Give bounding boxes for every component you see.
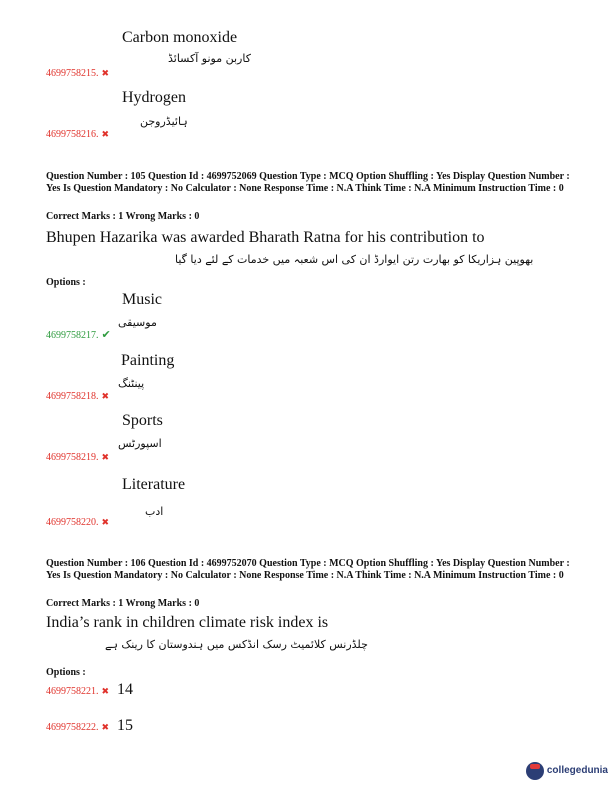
option-urdu: ہائیڈروجن: [140, 115, 188, 128]
option-id-row: [46, 124, 109, 142]
option-id: 4699758220.: [46, 517, 99, 528]
wrong-icon: ✖: [101, 518, 110, 528]
collegedunia-logo: [526, 762, 608, 780]
option-value: 14: [117, 681, 134, 698]
option-id-row: [46, 63, 109, 81]
wrong-icon: ✖: [101, 453, 110, 463]
option-id-row: [46, 386, 109, 404]
option-id: 4699758215.: [46, 68, 99, 79]
option-id: 4699758222.: [46, 722, 99, 733]
option-english: Sports: [122, 412, 163, 429]
question-meta: Question Number : 105 Question Id : 4699752069 Question Type : MCQ Option Shuffling : Yes Display Question Number : Yes Is Question Mandatory : No Calculator : None Response Time : N.A Think Time : N.A Minimum Instruction Time : 0: [46, 171, 570, 194]
logo-text-group: [547, 766, 608, 776]
option-id: 4699758216.: [46, 129, 99, 140]
question-text-english: India’s rank in children climate risk index is: [46, 614, 329, 631]
option-english: Hydrogen: [122, 89, 186, 106]
wrong-icon: ✖: [101, 392, 110, 402]
option-row: [46, 681, 133, 699]
question-text-urdu: بھوپین ہزاریکا کو بھارت رتن ایوارڈ ان کی اس شعبہ میں خدمات کے لئے دیا گیا: [175, 253, 534, 266]
logo-text: collegedunia: [546, 765, 608, 776]
wrong-icon: ✖: [101, 130, 110, 140]
options-label: Options :: [46, 667, 86, 678]
options-label: Options :: [46, 277, 86, 288]
option-value: 15: [117, 717, 134, 734]
check-icon: ✔: [101, 328, 111, 341]
option-urdu: ادب: [145, 505, 164, 518]
wrong-icon: ✖: [101, 687, 110, 697]
option-id: 4699758218.: [46, 391, 99, 402]
question-meta: Question Number : 106 Question Id : 4699752070 Question Type : MCQ Option Shuffling : Yes Display Question Number : Yes Is Question Mandatory : No Calculator : None Response Time : N.A Think Time : N.A Minimum Instruction Time : 0: [46, 558, 570, 581]
question-marks: Correct Marks : 1 Wrong Marks : 0: [46, 211, 200, 222]
collegedunia-logo-icon: [526, 762, 544, 780]
option-urdu: پینٹنگ: [118, 377, 145, 390]
wrong-icon: ✖: [101, 723, 110, 733]
option-id: 4699758219.: [46, 452, 99, 463]
option-english: Literature: [122, 476, 186, 493]
option-urdu: اسپورٹس: [118, 437, 162, 450]
option-english: Music: [122, 291, 162, 308]
option-id-row: [46, 447, 109, 465]
option-row: [46, 717, 133, 735]
option-id: 4699758217.: [46, 330, 99, 341]
option-id-row: [46, 512, 109, 530]
option-urdu: کاربن مونو آکسائڈ: [168, 52, 251, 65]
question-text-urdu: چلڈرنس کلائمیٹ رسک انڈکس میں ہندوستان کا رینک ہے: [105, 638, 368, 651]
option-urdu: موسیقی: [118, 316, 157, 329]
option-id: 4699758221.: [46, 686, 99, 697]
question-text-english: Bhupen Hazarika was awarded Bharath Ratna for his contribution to: [46, 229, 485, 246]
option-english: Painting: [121, 352, 175, 369]
question-marks: Correct Marks : 1 Wrong Marks : 0: [46, 598, 200, 609]
option-english: Carbon monoxide: [122, 29, 238, 46]
option-id-row: [46, 325, 111, 343]
wrong-icon: ✖: [101, 69, 110, 79]
